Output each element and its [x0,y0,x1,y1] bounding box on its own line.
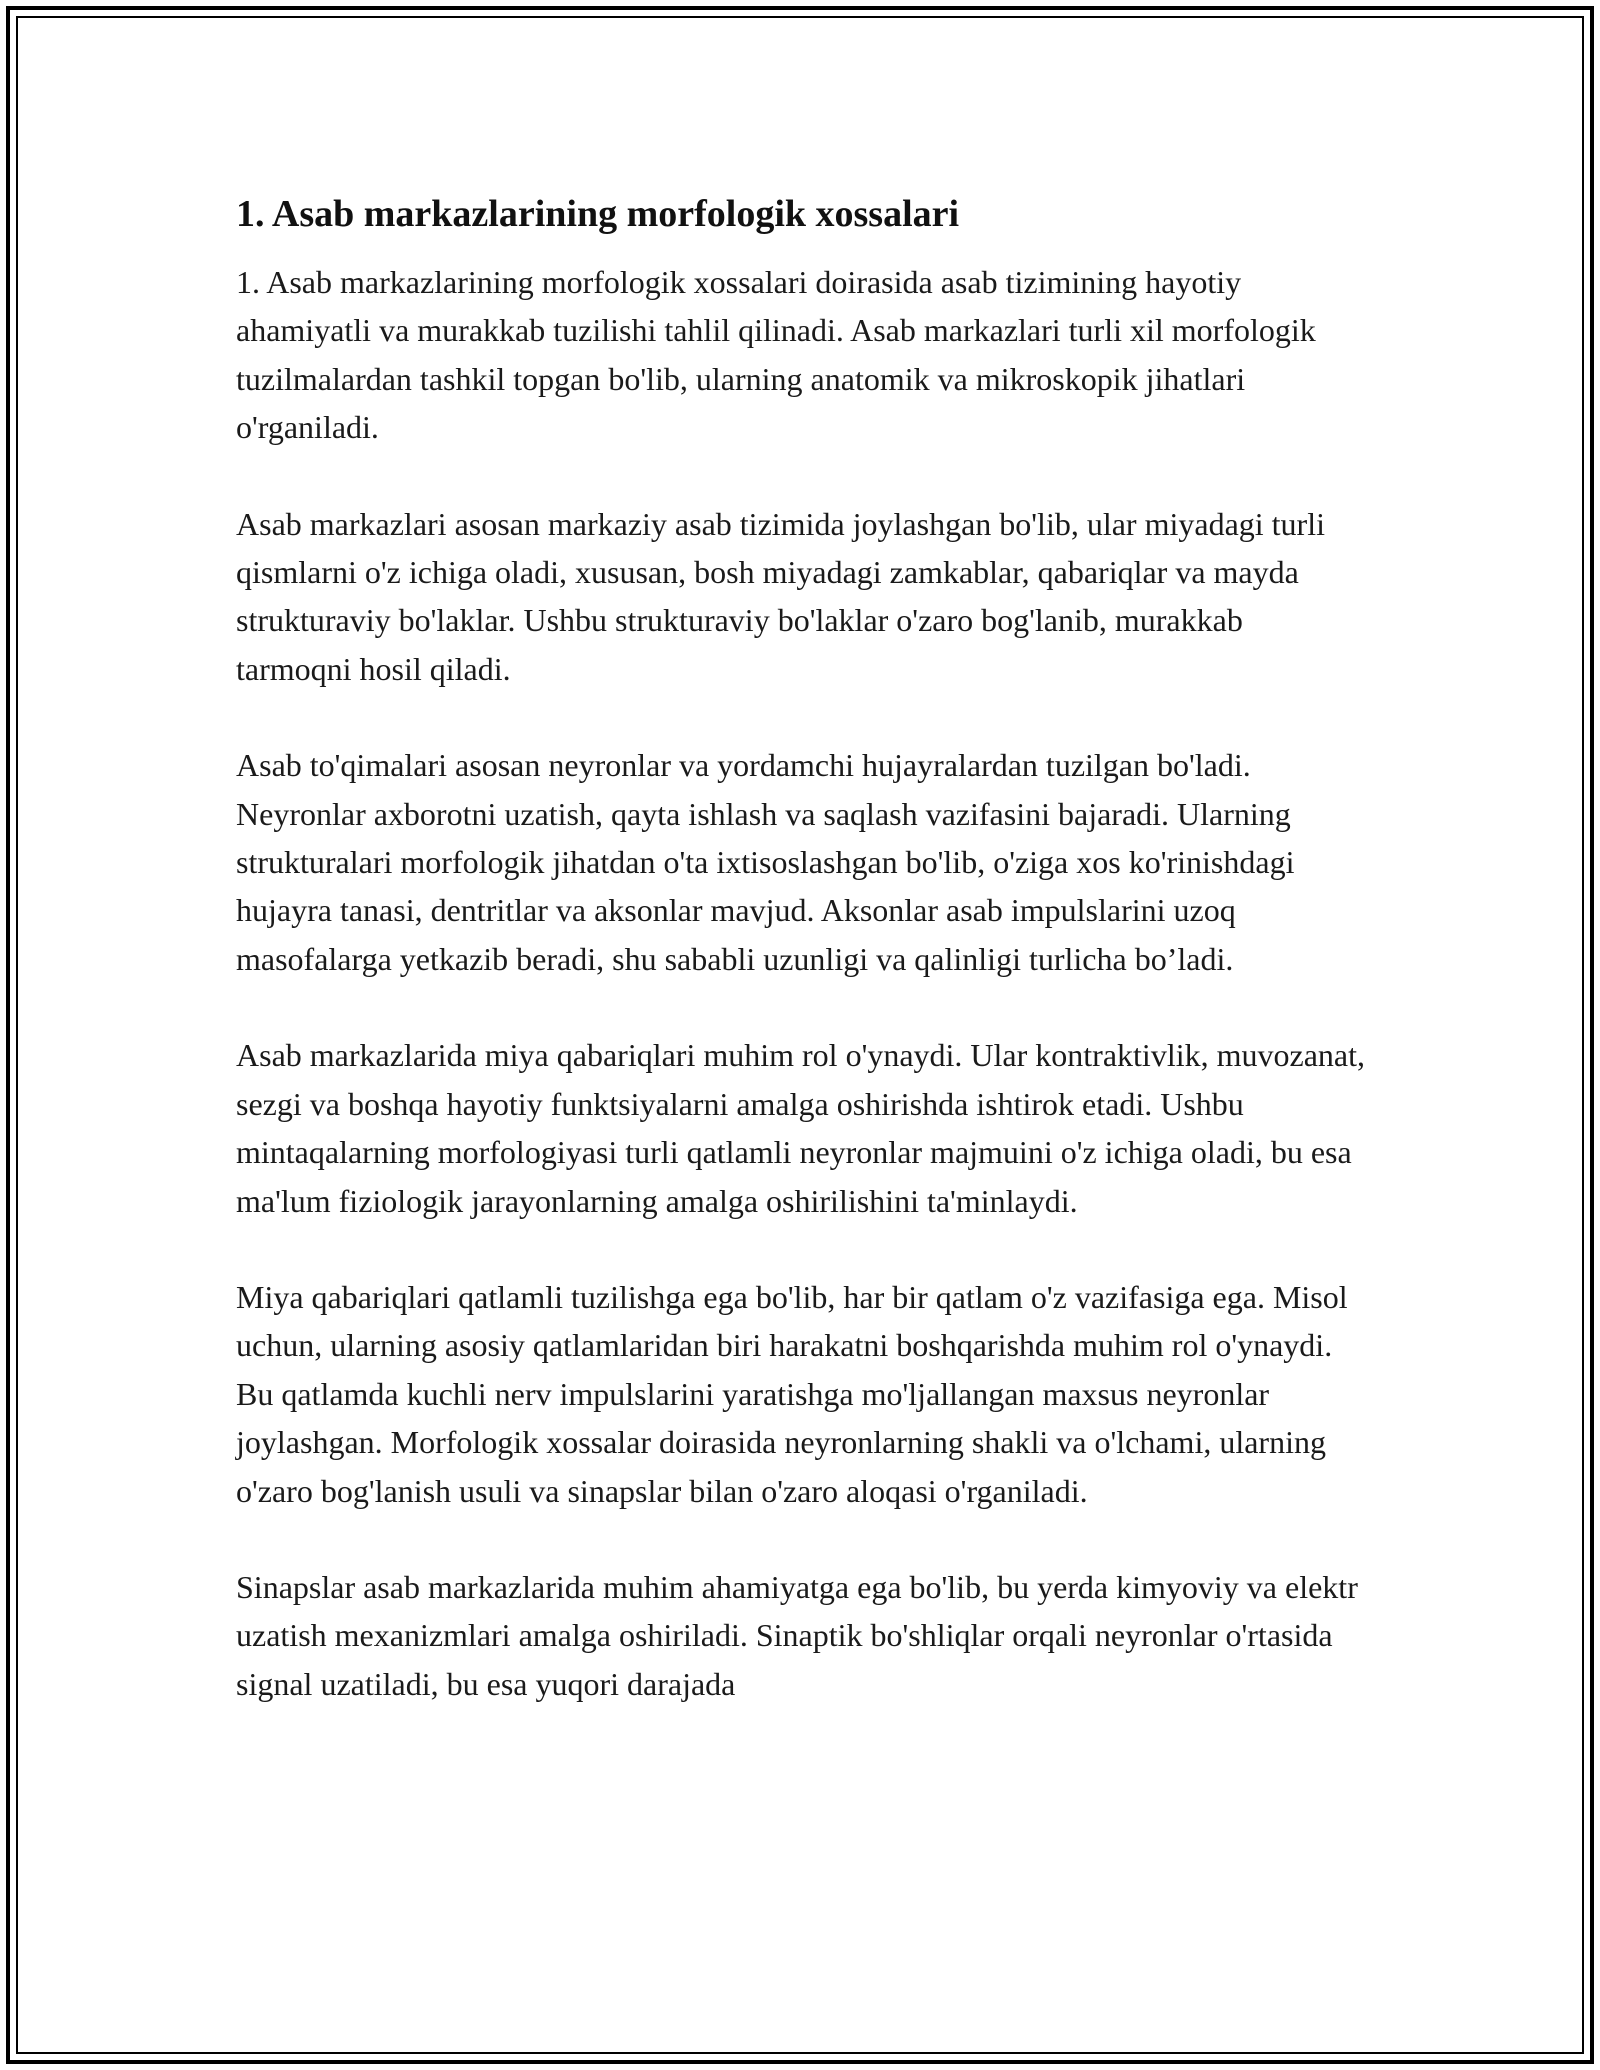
document-body [236,190,1366,1708]
section-heading: 1. Asab markazlarining morfologik xossalari [236,193,960,235]
paragraph-4: Asab markazlarida miya qabariqlari muhim rol o'ynaydi. Ular kontraktivlik, muvozanat, sezgi va boshqa hayotiy funktsiyalarni amalga oshirishda ishtirok etadi. Ushbu mintaqalarning morfologiyasi turli qatlamli neyronlar majmuini o'z ichiga oladi, bu esa ma'lum fiziologik jarayonlarning amalga oshirilishini ta'minlaydi. [236,1037,1365,1219]
paragraph-3: Asab to'qimalari asosan neyronlar va yordamchi hujayralardan tuzilgan bo'ladi. Neyronlar axborotni uzatish, qayta ishlash va saqlash vazifasini bajaradi. Ularning strukturalari morfologik jihatdan o'ta ixtisoslashgan bo'lib, o'ziga xos ko'rinishdagi hujayra tanasi, dentritlar va aksonlar mavjud. Aksonlar asab impulslarini uzoq masofalarga yetkazib beradi, shu sababli uzunligi va qalinligi turlicha bo’ladi. [236,747,1295,977]
paragraph-6: Sinapslar asab markazlarida muhim ahamiyatga ega bo'lib, bu yerda kimyoviy va elektr uzatish mexanizmlari amalga oshiriladi. Sinaptik bo'shliqlar orqali neyronlar o'rtasida signal uzatiladi, bu esa yuqori darajada [236,1568,1358,1702]
paragraph-1: 1. Asab markazlarining morfologik xossalari doirasida asab tizimining hayotiy ahamiyatli va murakkab tuzilishi tahlil qilinadi. Asab markazlari turli xil morfologik tuzilmalardan tashkil topgan bo'lib, ularning anatomik va mikroskopik jihatlari o'rganiladi. [236,264,1316,446]
paragraph-5: Miya qabariqlari qatlamli tuzilishga ega bo'lib, har bir qatlam o'z vazifasiga ega. Misol uchun, ularning asosiy qatlamlaridan biri harakatni boshqarishda muhim rol o'ynaydi. Bu qatlamda kuchli nerv impulslarini yaratishga mo'ljallangan maxsus neyronlar joylashgan. Morfologik xossalar doirasida neyronlarning shakli va o'lchami, ularning o'zaro bog'lanish usuli va sinapslar bilan o'zaro aloqasi o'rganiladi. [236,1278,1348,1509]
paragraph-2: Asab markazlari asosan markaziy asab tizimida joylashgan bo'lib, ular miyadagi turli qismlarni o'z ichiga oladi, xususan, bosh miyadagi zamkablar, qabariqlar va mayda strukturaviy bo'laklar. Ushbu strukturaviy bo'laklar o'zaro bog'lanib, murakkab tarmoqni hosil qiladi. [236,505,1325,687]
